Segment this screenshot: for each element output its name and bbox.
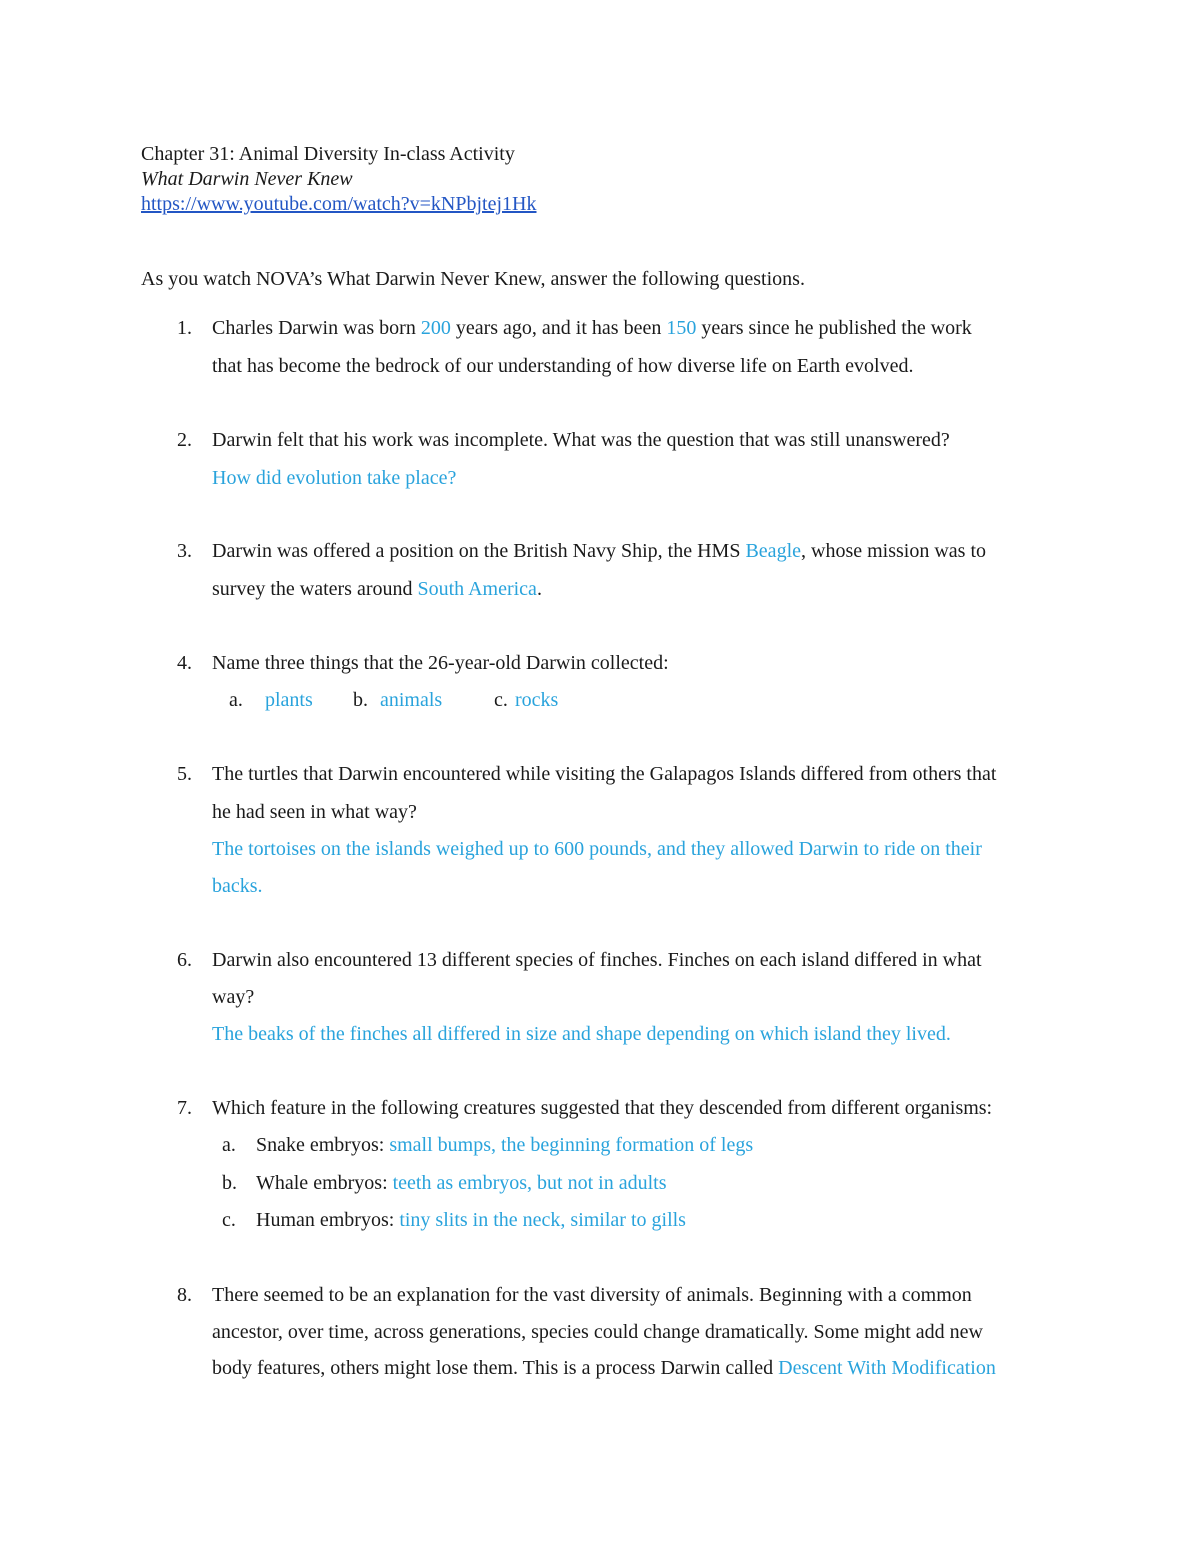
question-5-line-2: he had seen in what way? [212, 801, 417, 823]
q3-answer-ship: Beagle [745, 540, 801, 562]
q3-text-a: Darwin was offered a position on the British Navy Ship, the HMS [212, 540, 746, 562]
q7-item-answer-c: tiny slits in the neck, similar to gills [399, 1209, 686, 1231]
question-number-1: 1. [177, 317, 192, 339]
q8-answer: Descent With Modification [778, 1357, 996, 1379]
question-number-3: 3. [177, 540, 192, 562]
q7-item-prompt-a: Snake embryos: [256, 1134, 390, 1156]
q7-item-label-b: b. [222, 1172, 237, 1194]
q1-text-c: years since he published the work [696, 317, 972, 339]
q4-item-label-b: b. [353, 689, 368, 711]
video-link[interactable]: https://www.youtube.com/watch?v=kNPbjtej1Hk [141, 193, 537, 215]
q4-item-answer-c: rocks [515, 689, 559, 711]
q1-answer-years-born: 200 [420, 317, 451, 339]
question-number-2: 2. [177, 429, 192, 451]
q7-item-prompt-c: Human embryos: [256, 1209, 400, 1231]
question-3-line-1 [212, 539, 986, 563]
question-7-text: Which feature in the following creatures suggested that they descended from different organisms: [212, 1097, 993, 1119]
q7-item-label-c: c. [222, 1209, 236, 1231]
question-3-line-2 [212, 577, 542, 601]
question-number-5: 5. [177, 763, 192, 785]
question-number-6: 6. [177, 949, 192, 971]
question-8-line-2: ancestor, over time, across generations, species could change dramatically. Some might add new [212, 1321, 983, 1343]
question-8-line-1: There seemed to be an explanation for the vast diversity of animals. Beginning with a common [212, 1284, 972, 1306]
question-6-answer: The beaks of the finches all differed in size and shape depending on which island they lived. [212, 1023, 951, 1045]
q3-answer-region: South America [417, 578, 537, 600]
question-5-answer-line-2: backs. [212, 875, 263, 897]
q3-text-d: . [536, 578, 542, 600]
intro-text: As you watch NOVA’s What Darwin Never Knew, answer the following questions. [141, 268, 805, 290]
question-number-8: 8. [177, 1284, 192, 1306]
q3-text-c: survey the waters around [212, 578, 418, 600]
q4-item-label-c: c. [494, 689, 508, 711]
q1-text-a: Charles Darwin was born [212, 317, 421, 339]
question-4-text: Name three things that the 26-year-old Darwin collected: [212, 652, 669, 674]
q7-item-c [256, 1208, 686, 1232]
q7-item-answer-b: teeth as embryos, but not in adults [392, 1172, 667, 1194]
question-1-line-2: that has become the bedrock of our understanding of how diverse life on Earth evolved. [212, 355, 914, 377]
q7-item-a [256, 1133, 753, 1157]
q7-item-answer-a: small bumps, the beginning formation of legs [389, 1134, 754, 1156]
q1-answer-years-published: 150 [666, 317, 697, 339]
question-number-4: 4. [177, 652, 192, 674]
q7-item-label-a: a. [222, 1134, 236, 1156]
q8-text: body features, others might lose them. This is a process Darwin called [212, 1357, 779, 1379]
q4-item-answer-b: animals [380, 689, 443, 711]
q7-item-prompt-b: Whale embryos: [256, 1172, 393, 1194]
document-title: Chapter 31: Animal Diversity In-class Activity [141, 143, 515, 165]
question-number-7: 7. [177, 1097, 192, 1119]
question-5-line-1: The turtles that Darwin encountered while visiting the Galapagos Islands differed from others that [212, 763, 997, 785]
question-5-answer-line-1: The tortoises on the islands weighed up to 600 pounds, and they allowed Darwin to ride on their [212, 838, 982, 860]
q4-item-label-a: a. [229, 689, 243, 711]
question-6-line-2: way? [212, 986, 255, 1008]
q1-text-b: years ago, and it has been [450, 317, 667, 339]
question-8-line-3 [212, 1356, 996, 1380]
q4-item-answer-a: plants [265, 689, 313, 711]
q7-item-b [256, 1171, 666, 1195]
q3-text-b: , whose mission was to [801, 540, 986, 562]
question-1-line-1 [212, 316, 972, 340]
question-2-text: Darwin felt that his work was incomplete. What was the question that was still unanswered? [212, 429, 950, 451]
question-2-answer: How did evolution take place? [212, 467, 457, 489]
question-6-line-1: Darwin also encountered 13 different species of finches. Finches on each island differed in what [212, 949, 982, 971]
document-subtitle: What Darwin Never Knew [141, 168, 353, 190]
